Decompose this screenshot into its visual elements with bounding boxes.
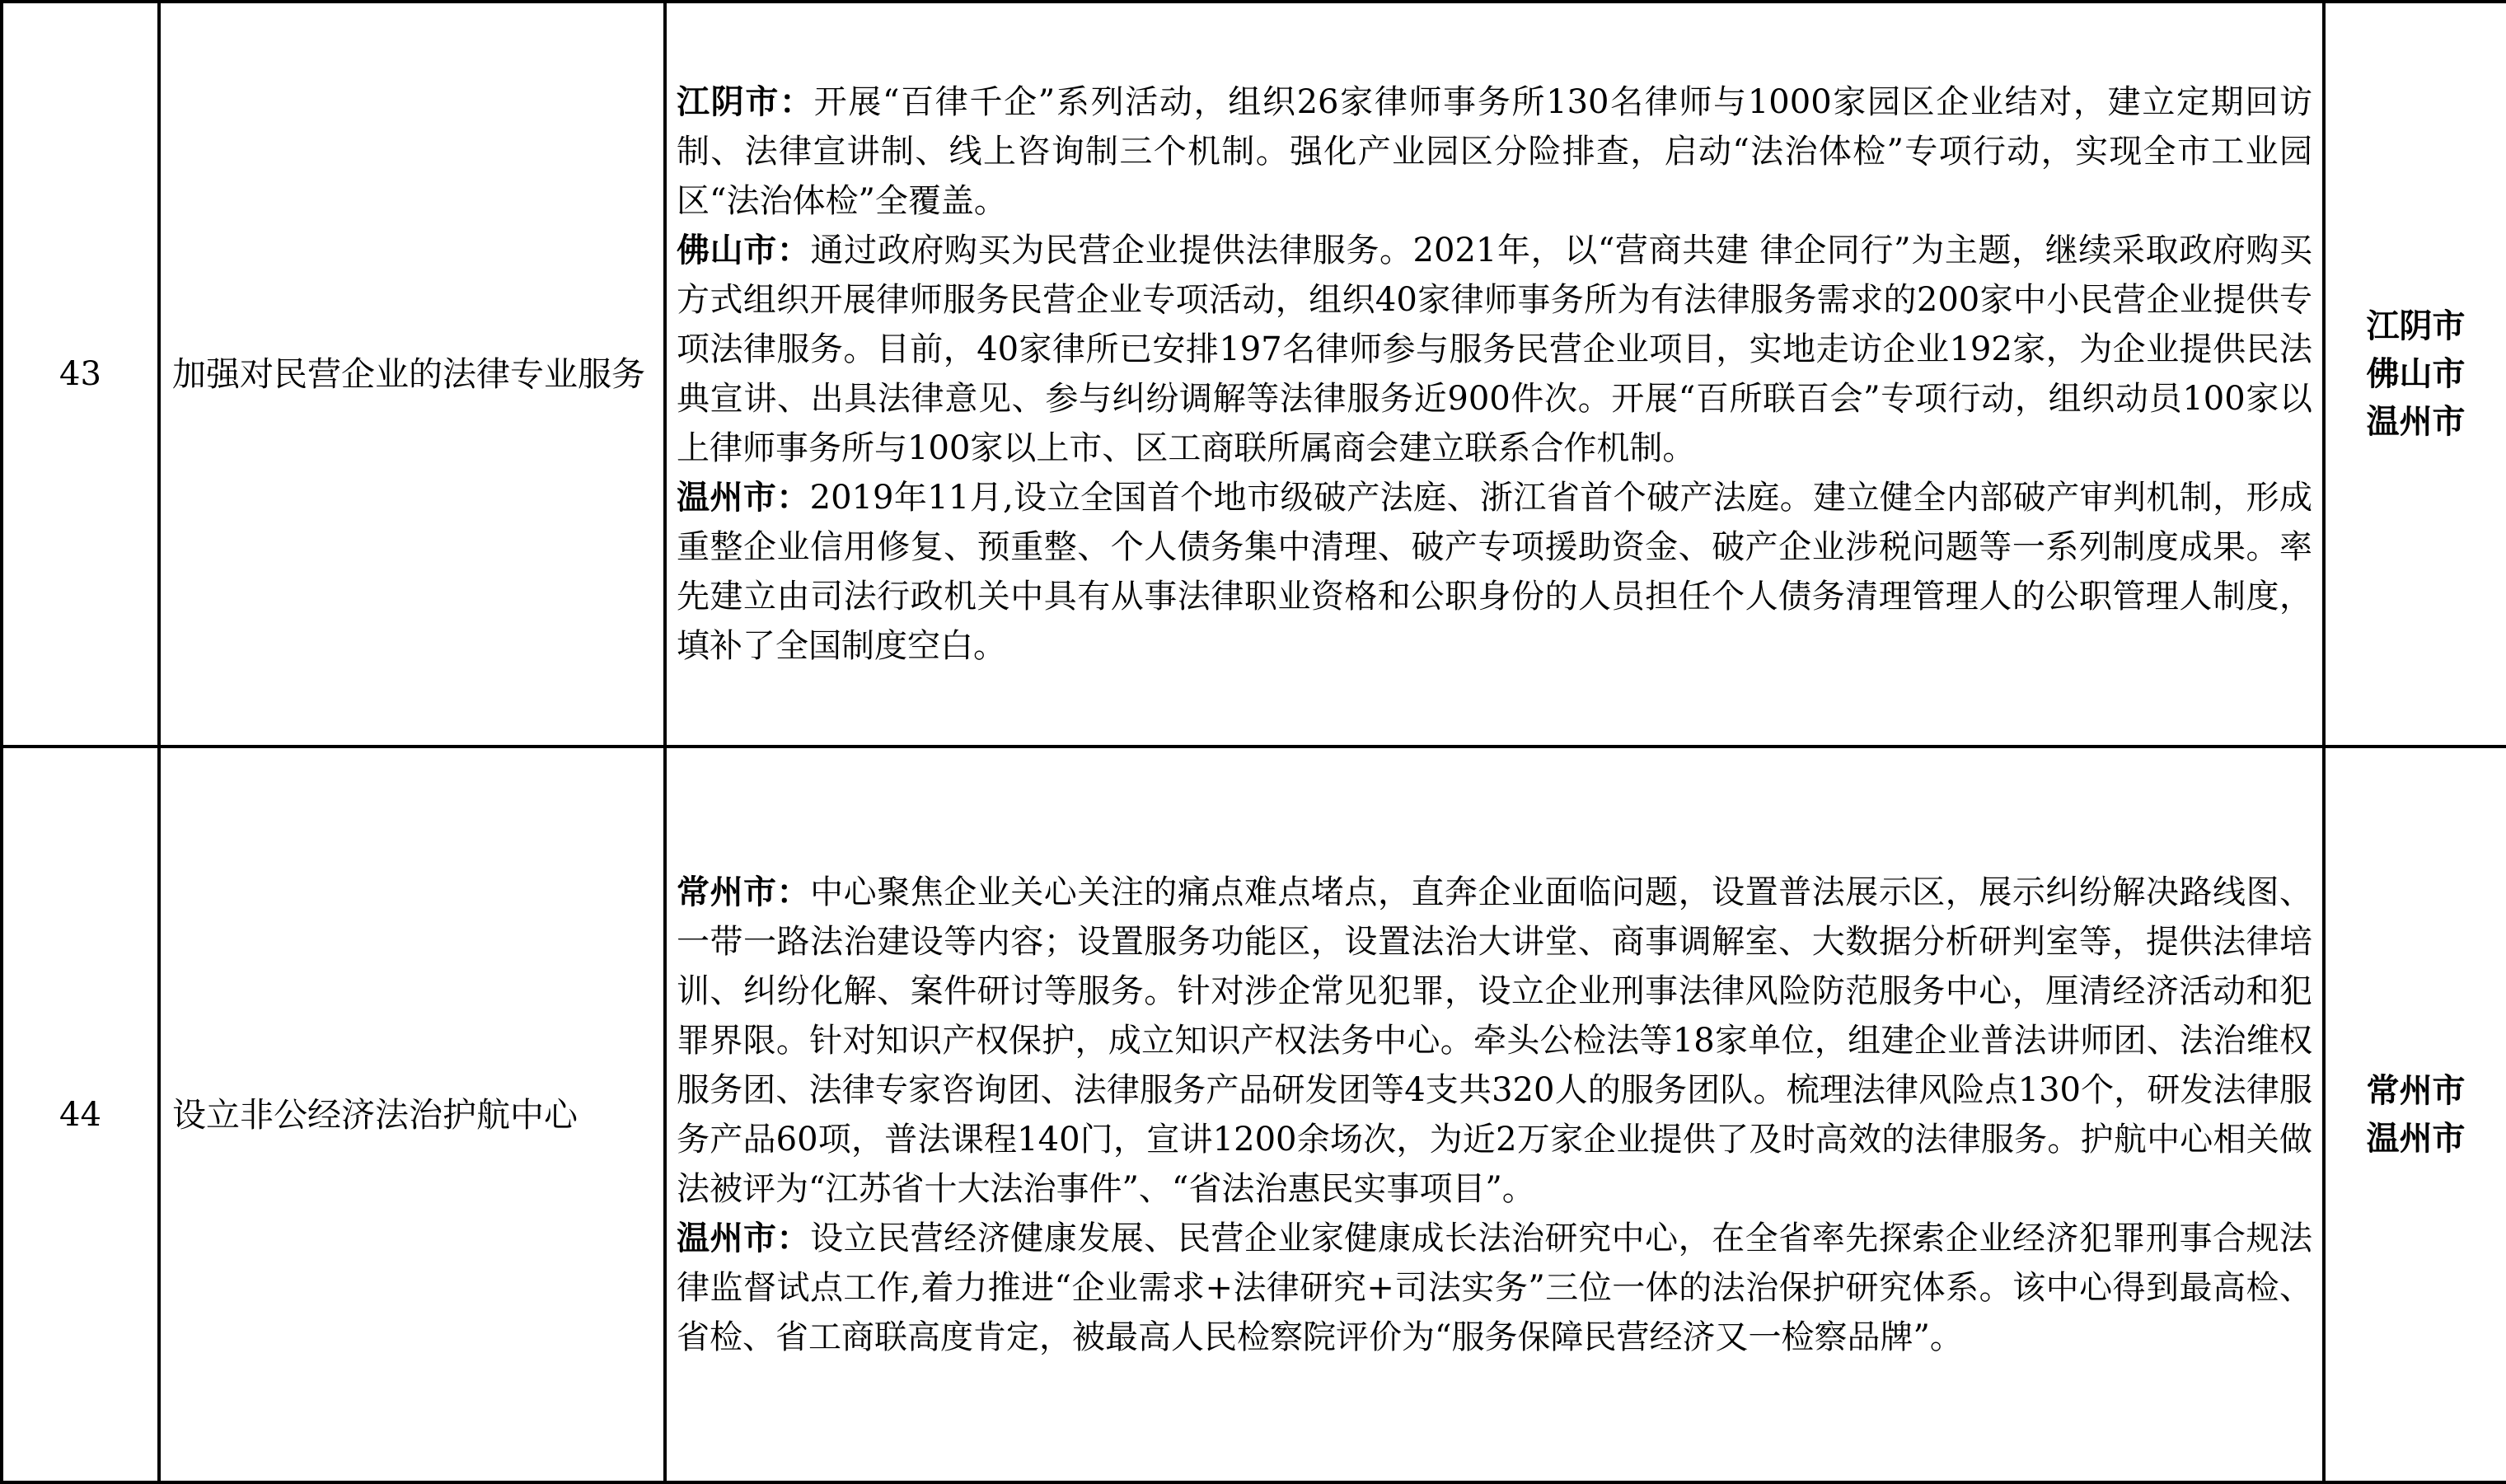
- item-title: 加强对民营企业的法律专业服务: [159, 2, 665, 747]
- paragraph-text: 中心聚焦企业关心关注的痛点难点堵点，直奔企业面临问题，设置普法展示区，展示纠纷解决路线图、一带一路法治建设等内容；设置服务功能区，设置法治大讲堂、商事调解室、大数据分析研判室等，提供法律培训、纠纷化解、案件研讨等服务。针对涉企常见犯罪，设立企业刑事法律风险防范服务中心，厘清经济活动和犯罪界限。针对知识产权保护，成立知识产权法务中心。牵头公检法等18家单位，组建企业普法讲师团、法治维权服务团、法律专家咨询团、法律服务产品研发团等4支共320人的服务团队。梳理法律风险点130个，研发法律服务产品60项，普法课程140门，宣讲1200余场次，为近2万家企业提供了及时高效的法律服务。护航中心相关做法被评为“江苏省十大法治事件”、“省法治惠民实事项目”。: [677, 873, 2313, 1208]
- table-row: [2, 747, 2506, 1482]
- city-label: 温州市：: [677, 1219, 811, 1257]
- city-paragraph: [677, 226, 2312, 473]
- city-name: 常州市: [2366, 1071, 2466, 1110]
- paragraph-text: 2019年11月,设立全国首个地市级破产法庭、浙江省首个破产法庭。建立健全内部破产审判机制，形成重整企业信用修复、预重整、个人债务集中清理、破产专项援助资金、破产企业涉税问题等一系列制度成果。率先建立由司法行政机关中具有从事法律职业资格和公职身份的人员担任个人债务清理管理人的公职管理人制度，填补了全国制度空白。: [677, 479, 2312, 665]
- city-paragraph: [677, 1214, 2312, 1362]
- city-label: 江阴市：: [677, 83, 814, 121]
- city-list: [2324, 747, 2506, 1482]
- city-paragraph: [677, 77, 2312, 226]
- city-label: 佛山市：: [677, 232, 811, 269]
- item-title: 设立非公经济法治护航中心: [159, 747, 665, 1482]
- practice-description: [665, 2, 2324, 747]
- table-row: [2, 2, 2506, 747]
- paragraph-text: 开展“百律千企”系列活动，组织26家律师事务所130名律师与1000家园区企业结对，建立定期回访制、法律宣讲制、线上咨询制三个机制。强化产业园区分险排查，启动“法治体检”专项行动，实现全市工业园区“法治体检”全覆盖。: [677, 83, 2312, 220]
- city-name: 温州市: [2366, 1119, 2466, 1158]
- row-number: 43: [2, 2, 159, 747]
- row-number: 44: [2, 747, 159, 1482]
- city-name: 江阴市: [2366, 307, 2466, 345]
- city-name: 佛山市: [2366, 355, 2466, 393]
- paragraph-text: 通过政府购买为民营企业提供法律服务。2021年，以“营商共建 律企同行”为主题，继续采取政府购买方式组织开展律师服务民营企业专项活动，组织40家律师事务所为有法律服务需求的200家中小民营企业提供专项法律服务。目前，40家律所已安排197名律师参与服务民营企业项目，实地走访企业192家，为企业提供民法典宣讲、出具法律意见、参与纠纷调解等法律服务近900件次。开展“百所联百会”专项行动，组织动员100家以上律师事务所与100家以上市、区工商联所属商会建立联系合作机制。: [677, 232, 2312, 467]
- city-list: [2324, 2, 2506, 747]
- city-paragraph: [677, 868, 2312, 1214]
- city-name: 温州市: [2366, 403, 2466, 441]
- city-label: 常州市：: [677, 873, 811, 911]
- paragraph-text: 设立民营经济健康发展、民营企业家健康成长法治研究中心，在全省率先探索企业经济犯罪刑事合规法律监督试点工作,着力推进“企业需求+法律研究+司法实务”三位一体的法治保护研究体系。该中心得到最高检、省检、省工商联高度肯定，被最高人民检察院评价为“服务保障民营经济又一检察品牌”。: [677, 1219, 2313, 1356]
- practice-description: [665, 747, 2324, 1482]
- city-paragraph: [677, 473, 2312, 671]
- city-label: 温州市：: [677, 479, 810, 517]
